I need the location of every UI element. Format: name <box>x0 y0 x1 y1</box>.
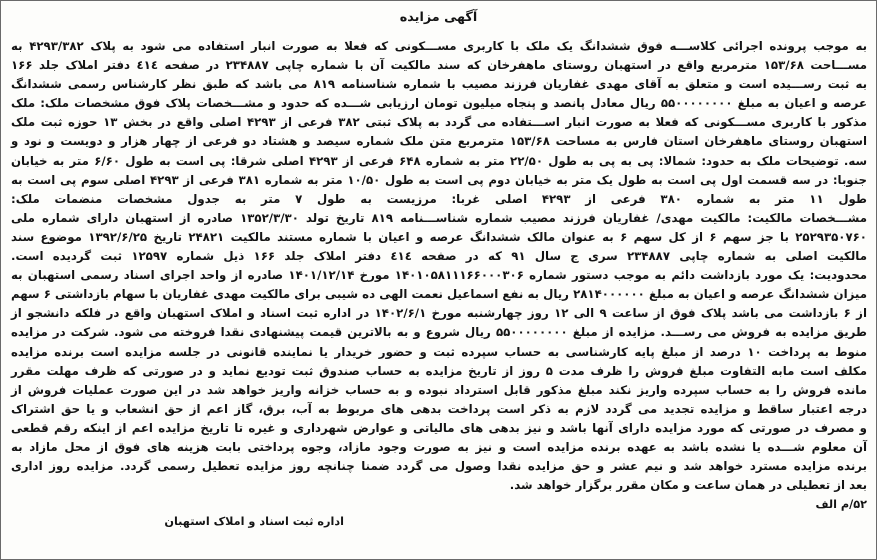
reference-number: ۵۲/م الف <box>815 498 867 511</box>
notice-line: بعد از تعطیلی در همان ساعت و مکان مقرر برگزار خواهد شد. <box>509 478 867 493</box>
notice-line: مذکور با کاربری مســـکونی که فعلا به صورت انبار اســـتفاده می گردد به پلاک ثبتی ۳۸۲ فرعی از ۴۲۹۳ اصلی واقع در بخش ۱۳ حوزه ثبت ملک <box>11 115 867 130</box>
notice-line: میزان ششدانگ عرصه و اعیان به مبلغ ۲۸۱۴۰۰۰۰۰۰ ریال به نفع اسماعیل نعمت الهی ده شیبی برای مالکیت مهدی غفاریان با سهام بازداشتی ۶ سهم <box>11 287 867 302</box>
notice-line: طول ۱۱ متر به شماره ۳۸۰ فرعی از ۴۲۹۳ اصلی غربا: مرزیست به طول ۷ متر به جدول مشخصات منضمات ملک: <box>11 191 867 206</box>
notice-line: طریق مزایده به فروش می رســـد. مزایده از مبلغ ۵۵۰۰۰۰۰۰۰۰ ریال شروع و به بالاترین قیمت پیشنهادی نقدا فروخته می شود. شرکت در مزایده <box>11 325 867 340</box>
notice-line: سه. توضیحات ملک به حدود: شمالا: پی به پی به طول ۲۲/۵۰ متر به شماره ۶۴۸ فرعی از ۴۲۹۳ اصلی شرقا: پی است به طول ۶/۶۰ متر به خیابان <box>11 153 868 168</box>
notice-line: استهبان روستای ماهفرخان استان فارس به مساحت ۱۵۳/۶۸ مترمربع متن ملک شماره سیصد و هشتاد دو فرعی از چهار هزار و دویست و نود و <box>11 134 868 149</box>
notice-line: درجه اعتبار ساقط و مزایده تجدید می گردد لازم به ذکر است پرداخت بدهی های مربوط به آب، برق، گاز اعم از حق انشعاب و یا حق اشتراک <box>11 401 867 416</box>
notice-line: مســـاحت ۱۵۳/۶۸ مترمربع واقع در استهبان روستای ماهفرخان که سند مالکیت آن با شماره چاپی ۲۳۴۸۸۷ در صفحه ٤١٤ دفتر املاک جلد ۱۶۶ <box>11 58 867 73</box>
notice-line: و مصرف در صورتی که مورد مزایده دارای آنها باشد و نیز بدهی های مالیاتی و عوارض شهرداری و غیره تا تاریخ مزایده اعم از اینکه رقم قطعی <box>11 420 867 435</box>
notice-line: به ثبت رســـیده است و متعلق به آقای مهدی غفاریان فرزند مصیب با شماره شناسنامه ۸۱۹ می باشد که طبق نظر کارشناس رسمی ششدانگ <box>11 77 867 92</box>
notice-line: مانده فروش را به حساب سپرده واریز نکند مبلغ مذکور قابل استرداد نبوده و به حساب خزانه واریز خواهد شد در این صورت عملیات فروش از <box>11 382 867 397</box>
notice-line: مشـــخصات مالکیت: مالکیت مهدی/ غفاریان فرزند مصیب شماره شناســـنامه ۸۱۹ تاریخ تولد ۱۳۵۲/۳/۳۰ صادره از استهبان دارای شماره ملی <box>11 210 868 225</box>
notice-line: جنوبا: در سه قسمت اول پی است به طول یک متر به خیابان دوم پی است به طول ۱۰/۵۰ متر به شماره ۳۸۱ فرعی از ۴۲۹۳ اصلی سوم پی است به <box>11 172 867 187</box>
notice-line: ۲۵۲۹۳۵۰۷۶۰ با جز سهم ۶ از کل سهم ۶ به عنوان مالک ششدانگ عرصه و اعیان با شماره مستند مالکیت ۲۴۸۲۱ تاریخ ۱۳۹۲/۶/۲۵ موضوع سند <box>11 229 867 244</box>
notice-line: مکلف است مابه التفاوت مبلغ فروش را ظرف مدت ۵ روز از تاریخ مزایده به حساب صندوق ثبت تودیع نماید و در صورتی که ظرف مهلت مقرر <box>11 363 867 378</box>
notice-line: مالکیت اصلی به شماره چاپی ۲۳۴۸۸۷ سری ج سال ۹۱ که در صفحه ٤١٤ دفتر املاک جلد ۱۶۶ ذیل شماره ۱۲۵۹۷ ثبت گردیده است. <box>11 249 867 264</box>
notice-line: به موجب پرونده اجرائی کلاســـه فوق ششدانگ یک ملک با کاربری مســـکونی که فعلا به صورت انبار استفاده می شود به پلاک ۴۲۹۳/۳۸۲ به <box>11 39 867 53</box>
notice-line: برنده مزایده مسترد خواهد شد و نیم عشر و حق مزایده نقدا وصول می گردد ضمنا چنانچه روز مزایده تعطیل رسمی گردد. مزایده روز اداری <box>11 459 867 474</box>
notice-line: عرصه و اعیان به مبلغ ۵۵۰۰۰۰۰۰۰۰ ریال معادل پانصد و پنجاه میلیون تومان ارزیابی شـــده که حدود و مشـــخصات پلاک فوق مشخصات ملک: ملک <box>11 96 868 111</box>
notice-line: آن معلوم شـــده یا نشده باشد به عهده برنده مزایده است و نیز به صورت وجود مازاد، وجوه پرداختی بابت هزینه های فوق از محل مازاد به <box>11 439 867 454</box>
notice-line: محدودیت: یک مورد بازداشت دائم به موجب دستور شماره ۱۴۰۱۰۵۸۱۱۱۶۶۰۰۰۳۰۶ مورخ ۱۴۰۱/۱۲/۱۴ صادره از واحد اجرای اسناد رسمی استهبان به <box>11 268 867 283</box>
notice-body <box>11 37 867 495</box>
notice-line: از ۶ بازداشت می باشد پلاک فوق از ساعت ۹ الی ۱۲ روز چهارشنبه مورخ ۱۴۰۲/۶/۱ در اداره ثبت اسناد و املاک استهبان واقع در فلکه دانشجو از <box>11 306 867 321</box>
notice-title: آگهی مزایده <box>399 10 478 25</box>
notice-line: منوط به پرداخت ۱۰ درصد از مبلغ پایه کارشناسی به حساب سپرده ثبت و حضور خریدار یا نماینده قانونی در جلسه مزایده است برنده مزایده <box>11 344 868 359</box>
issuing-office: اداره ثبت اسناد و املاک استهبان <box>164 515 344 528</box>
